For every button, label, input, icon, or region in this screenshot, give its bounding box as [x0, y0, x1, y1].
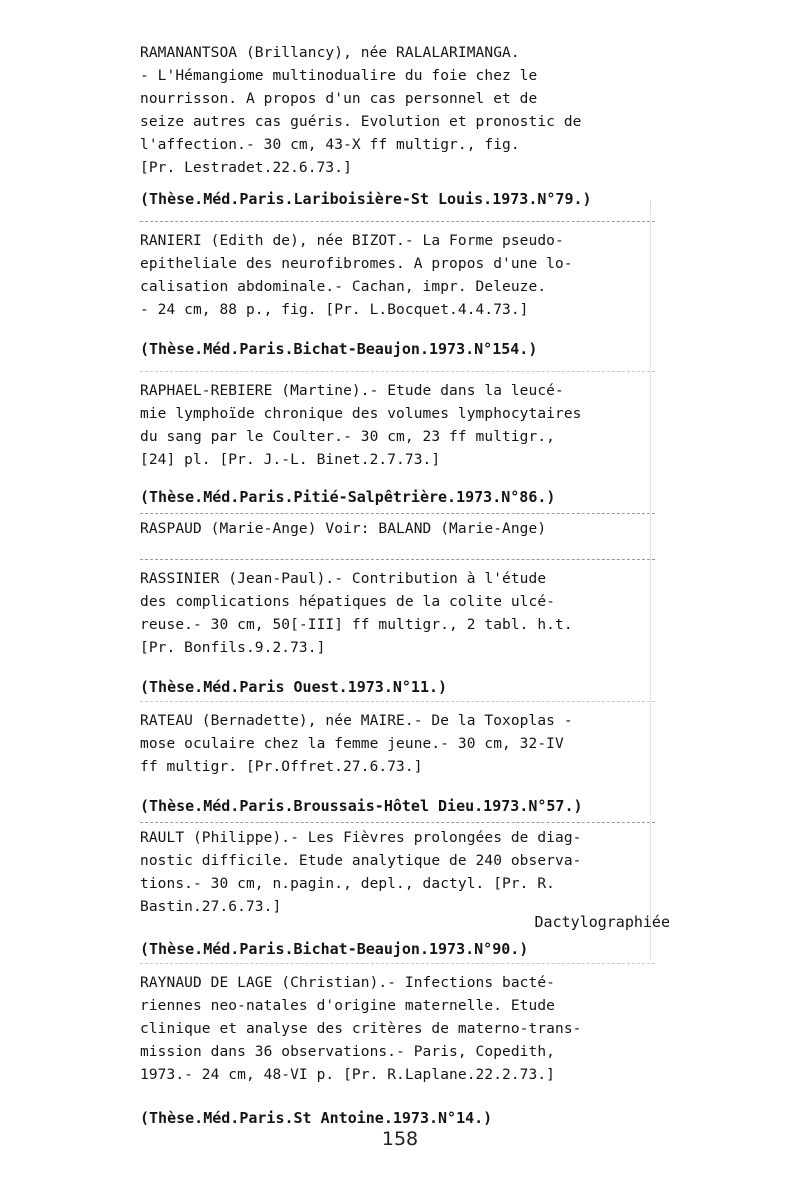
entry-line: - L'Hémangiome multinodualire du foie chez le — [140, 68, 538, 84]
entry-line: [Pr. Bonfils.9.2.73.] — [140, 640, 326, 656]
thesis-reference: (Thèse.Méd.Paris.Bichat-Beaujon.1973.N°90.) — [140, 940, 529, 958]
entry-line: Bastin.27.6.73.] — [140, 899, 282, 915]
entry-line: reuse.- 30 cm, 50[-III] ff multigr., 2 tabl. h.t. — [140, 617, 573, 633]
entry-line: tions.- 30 cm, n.pagin., depl., dactyl. [Pr. R. — [140, 876, 555, 892]
entry-line: RATEAU (Bernadette), née MAIRE.- De la Toxoplas - — [140, 713, 573, 729]
entry-line: ff multigr. [Pr.Offret.27.6.73.] — [140, 759, 423, 775]
entry-divider — [140, 509, 655, 514]
entry-line: RANIERI (Edith de), née BIZOT.- La Forme pseudo- — [140, 233, 564, 249]
entry-rault — [140, 827, 680, 961]
entry-line: RAULT (Philippe).- Les Fièvres prolongées de diag- — [140, 830, 582, 846]
entry-line: mie lymphoïde chronique des volumes lymphocytaires — [140, 406, 582, 422]
entry-line: epitheliale des neurofibromes. A propos d'une lo- — [140, 256, 573, 272]
entry-line: RAMANANTSOA (Brillancy), née RALALARIMANGA. — [140, 45, 520, 61]
entry-line: nostic difficile. Etude analytique de 240 observa- — [140, 853, 582, 869]
entry-line: [Pr. Lestradet.22.6.73.] — [140, 160, 352, 176]
entry-line: RASSINIER (Jean-Paul).- Contribution à l'étude — [140, 571, 547, 587]
entry-divider — [140, 541, 655, 560]
entry-line: 1973.- 24 cm, 48-VI p. [Pr. R.Laplane.22.2.73.] — [140, 1067, 555, 1083]
entry-divider — [140, 961, 655, 964]
entry-line: riennes neo-natales d'origine maternelle. Etude — [140, 998, 555, 1014]
entry-raynaud-de-lage — [140, 972, 680, 1130]
entry-line: calisation abdominale.- Cachan, impr. Deleuze. — [140, 279, 547, 295]
entry-line: RAPHAEL-REBIERE (Martine).- Etude dans la leucé- — [140, 383, 564, 399]
thesis-reference: (Thèse.Méd.Paris.St Antoine.1973.N°14.) — [140, 1109, 493, 1127]
thesis-reference: (Thèse.Méd.Paris.Lariboisière-St Louis.1973.N°79.) — [140, 190, 592, 208]
entry-line: clinique et analyse des critères de materno-trans- — [140, 1021, 582, 1037]
entry-rateau — [140, 710, 680, 818]
entry-line: - 24 cm, 88 p., fig. [Pr. L.Bocquet.4.4.73.] — [140, 302, 529, 318]
entry-raphael-rebiere — [140, 380, 680, 509]
entry-line: mose oculaire chez la femme jeune.- 30 cm, 32-IV — [140, 736, 564, 752]
entry-divider — [140, 699, 655, 702]
handwritten-annotation: Dactylographiée — [534, 913, 670, 931]
card-edge-marks — [650, 200, 657, 960]
entry-line: nourrisson. A propos d'un cas personnel et de — [140, 91, 538, 107]
entry-line: l'affection.- 30 cm, 43-X ff multigr., fig. — [140, 137, 520, 153]
page-number: 158 — [381, 1128, 419, 1150]
entry-line: mission dans 36 observations.- Paris, Copedith, — [140, 1044, 555, 1060]
entry-rassinier — [140, 568, 680, 699]
entry-divider — [140, 361, 655, 372]
entry-line: [24] pl. [Pr. J.-L. Binet.2.7.73.] — [140, 452, 441, 468]
entry-raspaud — [140, 518, 680, 541]
thesis-reference: (Thèse.Méd.Paris Ouest.1973.N°11.) — [140, 678, 448, 696]
thesis-reference: (Thèse.Méd.Paris.Pitié-Salpêtrière.1973.N°86.) — [140, 488, 556, 506]
entry-divider — [140, 818, 655, 823]
entry-line: seize autres cas guéris. Evolution et pronostic de — [140, 114, 582, 130]
entry-line: RAYNAUD DE LAGE (Christian).- Infections bacté- — [140, 975, 555, 991]
cross-reference: RASPAUD (Marie-Ange) Voir: BALAND (Marie-Ange) — [140, 521, 547, 537]
entry-ranieri — [140, 230, 680, 361]
entry-line: du sang par le Coulter.- 30 cm, 23 ff multigr., — [140, 429, 555, 445]
thesis-reference: (Thèse.Méd.Paris.Bichat-Beaujon.1973.N°154.) — [140, 340, 538, 358]
entry-line: des complications hépatiques de la colite ulcé- — [140, 594, 555, 610]
entry-ramanantsoa — [140, 42, 680, 211]
catalog-page — [140, 42, 680, 1130]
thesis-reference: (Thèse.Méd.Paris.Broussais-Hôtel Dieu.1973.N°57.) — [140, 797, 583, 815]
entry-divider — [140, 211, 655, 222]
